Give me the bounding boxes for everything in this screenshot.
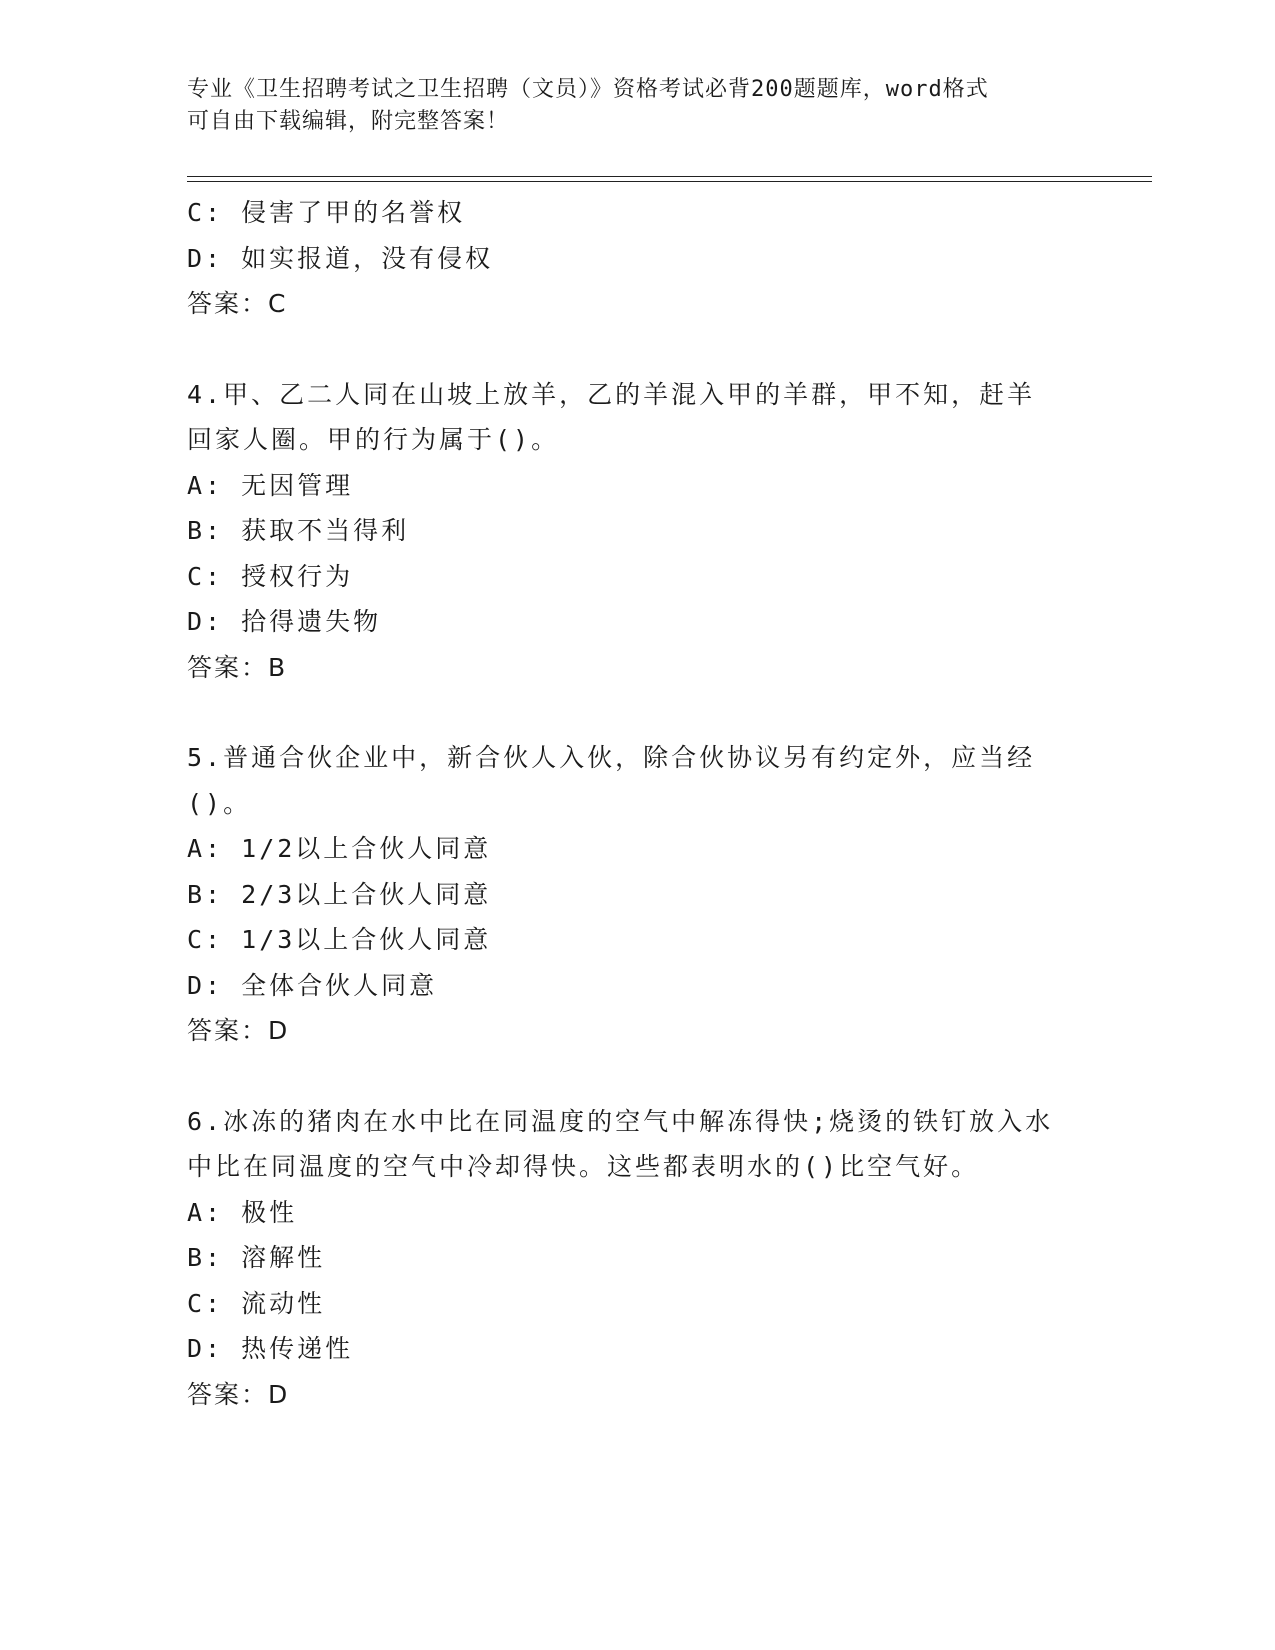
option-d: D: 拾得遗失物 xyxy=(187,607,382,636)
header-line-2: 可自由下载编辑，附完整答案！ xyxy=(187,109,510,134)
option-a: A: 1/2以上合伙人同意 xyxy=(187,834,492,863)
answer: 答案：C xyxy=(187,289,288,318)
option-a: A: 极性 xyxy=(187,1197,298,1227)
option-b: B: 2/3以上合伙人同意 xyxy=(187,879,492,909)
option-b: B: 获取不当得利 xyxy=(187,516,410,545)
answer: 答案：B xyxy=(187,652,288,682)
answer: 答案：D xyxy=(187,1016,290,1045)
option-c: C: 侵害了甲的名誉权 xyxy=(187,198,466,227)
option-d: D: 热传递性 xyxy=(187,1334,354,1363)
spacer xyxy=(187,1054,1087,1099)
option-a: A: 无因管理 xyxy=(187,470,354,500)
question-3-tail xyxy=(187,190,1087,327)
answer: 答案：D xyxy=(187,1379,290,1409)
question-stem-line-1: 6.冰冻的猪肉在水中比在同温度的空气中解冻得快;烧烫的铁钉放入水 xyxy=(187,1106,1054,1136)
question-stem-line-1: 5.普通合伙企业中，新合伙人入伙，除合伙协议另有约定外，应当经 xyxy=(187,743,1036,772)
option-d: D: 如实报道，没有侵权 xyxy=(187,243,494,273)
header-line-1: 专业《卫生招聘考试之卫生招聘（文员）》资格考试必背200题题库，word格式 xyxy=(187,77,989,102)
option-b: B: 溶解性 xyxy=(187,1243,326,1272)
option-d: D: 全体合伙人同意 xyxy=(187,970,438,1000)
header-divider-top xyxy=(187,176,1152,177)
question-list xyxy=(187,190,1087,1417)
question-stem-line-2: 回家人圈。甲的行为属于()。 xyxy=(187,425,560,454)
question-stem-line-1: 4.甲、乙二人同在山坡上放羊，乙的羊混入甲的羊群，甲不知，赶羊 xyxy=(187,379,1036,409)
question-4 xyxy=(187,372,1087,691)
header-divider-bottom xyxy=(187,181,1152,182)
document-header xyxy=(187,74,1087,138)
question-5 xyxy=(187,735,1087,1054)
option-c: C: 流动性 xyxy=(187,1288,326,1318)
option-c: C: 1/3以上合伙人同意 xyxy=(187,925,492,954)
question-stem-line-2: 中比在同温度的空气中冷却得快。这些都表明水的()比空气好。 xyxy=(187,1152,980,1181)
question-stem-line-2: ()。 xyxy=(187,788,252,818)
question-6 xyxy=(187,1099,1087,1418)
spacer xyxy=(187,327,1087,372)
option-c: C: 授权行为 xyxy=(187,561,354,591)
spacer xyxy=(187,690,1087,735)
